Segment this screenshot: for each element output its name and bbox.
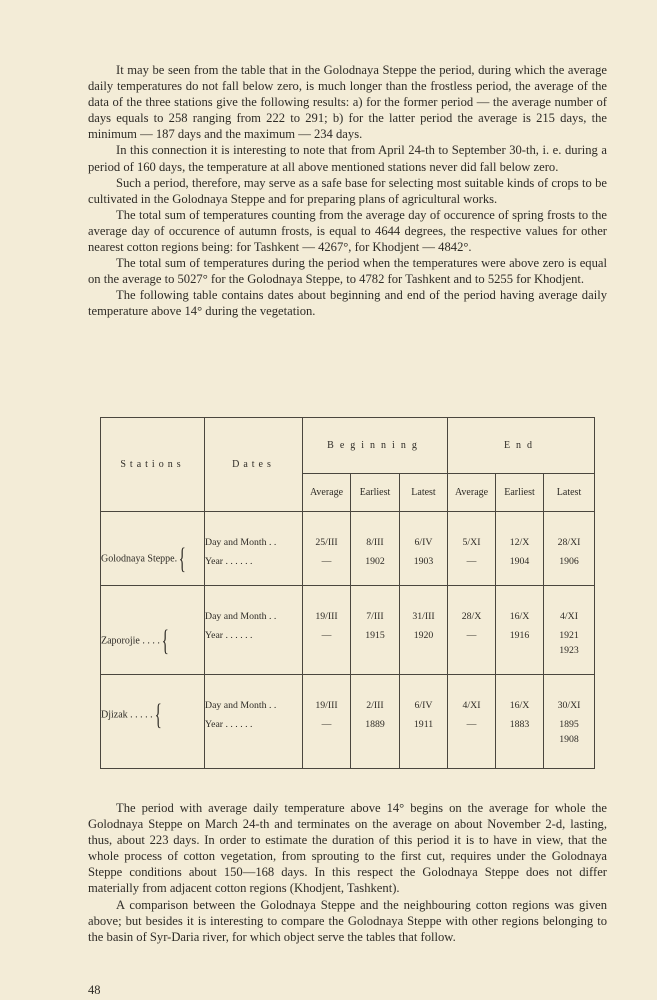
beginning-average: 19/III — xyxy=(303,675,351,769)
subheader-average: Average xyxy=(303,474,351,512)
header-end: End xyxy=(448,418,595,474)
paragraph: It may be seen from the table that in the Golodnaya Steppe the period, during which the average daily temperatures do not fall below zero, is much longer than the frostless period, the average of the data of the three stations give the following results: a) for the former period — the average number of days equals to 258 ranging from 222 to 291; b) for the latter period the average is 215 days, the minimum — 187 days and the maximum — 234 days. xyxy=(88,63,607,142)
station-name: Djizak . . . . . xyxy=(101,709,153,721)
page-number: 48 xyxy=(88,983,101,997)
table-row xyxy=(101,675,595,769)
dates-cell xyxy=(205,675,303,769)
label-day-month: Day and Month . . xyxy=(205,537,277,548)
end-earliest: 12/X 1904 xyxy=(496,512,544,586)
end-earliest: 16/X 1883 xyxy=(496,675,544,769)
station-cell xyxy=(101,512,205,586)
brace-glyph: { xyxy=(154,698,162,732)
paragraph: In this connection it is interesting to note that from April 24-th to September 30-th, i. e. during a period of 160 days, the temperature at all above mentioned stations never did fall below zero. xyxy=(88,143,607,174)
label-year: Year . . . . . . xyxy=(205,630,253,642)
brace-glyph: { xyxy=(161,623,169,657)
label-year: Year . . . . . . xyxy=(205,556,253,567)
table-row xyxy=(101,586,595,675)
subheader-earliest: Earliest xyxy=(496,474,544,512)
station-name: Zaporojie . . . . xyxy=(101,634,160,646)
label-year: Year . . . . . . xyxy=(205,719,253,731)
paragraph: A comparison between the Golodnaya Steppe and the neighbouring cotton regions was given above; but besides it is interesting to compare the Golodnaya Steppe with other regions belonging to the basin of Syr-Daria river, for which object serve the tables that follow. xyxy=(88,897,607,944)
brace-glyph: { xyxy=(178,542,186,576)
beginning-latest: 6/IV 1903 xyxy=(400,512,448,586)
header-stations: Stations xyxy=(101,418,205,512)
beginning-latest: 6/IV 1911 xyxy=(400,675,448,769)
station-name: Golodnaya Steppe. xyxy=(101,553,178,565)
end-average: 4/XI — xyxy=(448,675,496,769)
paragraph: The following table contains dates about beginning and end of the period having average daily temperature above 14° during the vegetation. xyxy=(88,288,607,319)
beginning-average: 25/III — xyxy=(303,512,351,586)
label-day-month: Day and Month . . xyxy=(205,611,277,623)
beginning-latest: 31/III 1920 xyxy=(400,586,448,675)
subheader-average: Average xyxy=(448,474,496,512)
label-day-month: Day and Month . . xyxy=(205,700,277,712)
temperature-period-table xyxy=(100,417,595,769)
header-dates: Dates xyxy=(205,418,303,512)
beginning-earliest: 8/III 1902 xyxy=(351,512,400,586)
dates-cell xyxy=(205,586,303,675)
end-earliest: 16/X 1916 xyxy=(496,586,544,675)
station-cell xyxy=(101,675,205,769)
subheader-earliest: Earliest xyxy=(351,474,400,512)
station-cell xyxy=(101,586,205,675)
end-latest: 30/XI 1895 1908 xyxy=(544,675,595,769)
paragraph: The total sum of temperatures counting from the average day of occurence of spring frosts to the average day of occurence of autumn frosts, is equal to 4644 degrees, the respective values for other nearest cotton regions being: for Tashkent — 4267°, for Khodjent — 4842°. xyxy=(88,207,607,255)
end-latest: 28/XI 1906 xyxy=(544,512,595,586)
dates-cell xyxy=(205,512,303,586)
paragraph: Such a period, therefore, may serve as a safe base for selecting most suitable kinds of crops to be cultivated in the Golodnaya Steppe and for preparing plans of agricultural works. xyxy=(88,175,607,206)
paragraph: The period with average daily temperature above 14° begins on the average for whole the Golodnaya Steppe on March 24-th and terminates on the average on about November 2-d, lasting, thus, about 223 days. In order to estimate the duration of this period it is to have in view, that the whole process of cotton vegetation, from sprouting to the first cut, requires under the Golodnaya Steppe conditions about 150—168 days. In this respect the Golodnaya Steppe does not differ materially from adjacent cotton regions (Khodjent, Tashkent). xyxy=(88,801,607,896)
paragraph: The total sum of temperatures during the period when the temperatures were above zero is equal on the average to 5027° for the Golodnaya Steppe, to 4782 for Tashkent and to 5255 for Khodjent. xyxy=(88,256,607,287)
header-beginning: Beginning xyxy=(303,418,448,474)
beginning-earliest: 2/III 1889 xyxy=(351,675,400,769)
text-block-bottom xyxy=(88,800,607,945)
subheader-latest: Latest xyxy=(400,474,448,512)
end-latest: 4/XI 1921 1923 xyxy=(544,586,595,675)
text-block-top xyxy=(88,62,607,320)
end-average: 5/XI — xyxy=(448,512,496,586)
end-average: 28/X — xyxy=(448,586,496,675)
beginning-earliest: 7/III 1915 xyxy=(351,586,400,675)
subheader-latest: Latest xyxy=(544,474,595,512)
beginning-average: 19/III — xyxy=(303,586,351,675)
table-row xyxy=(101,512,595,586)
